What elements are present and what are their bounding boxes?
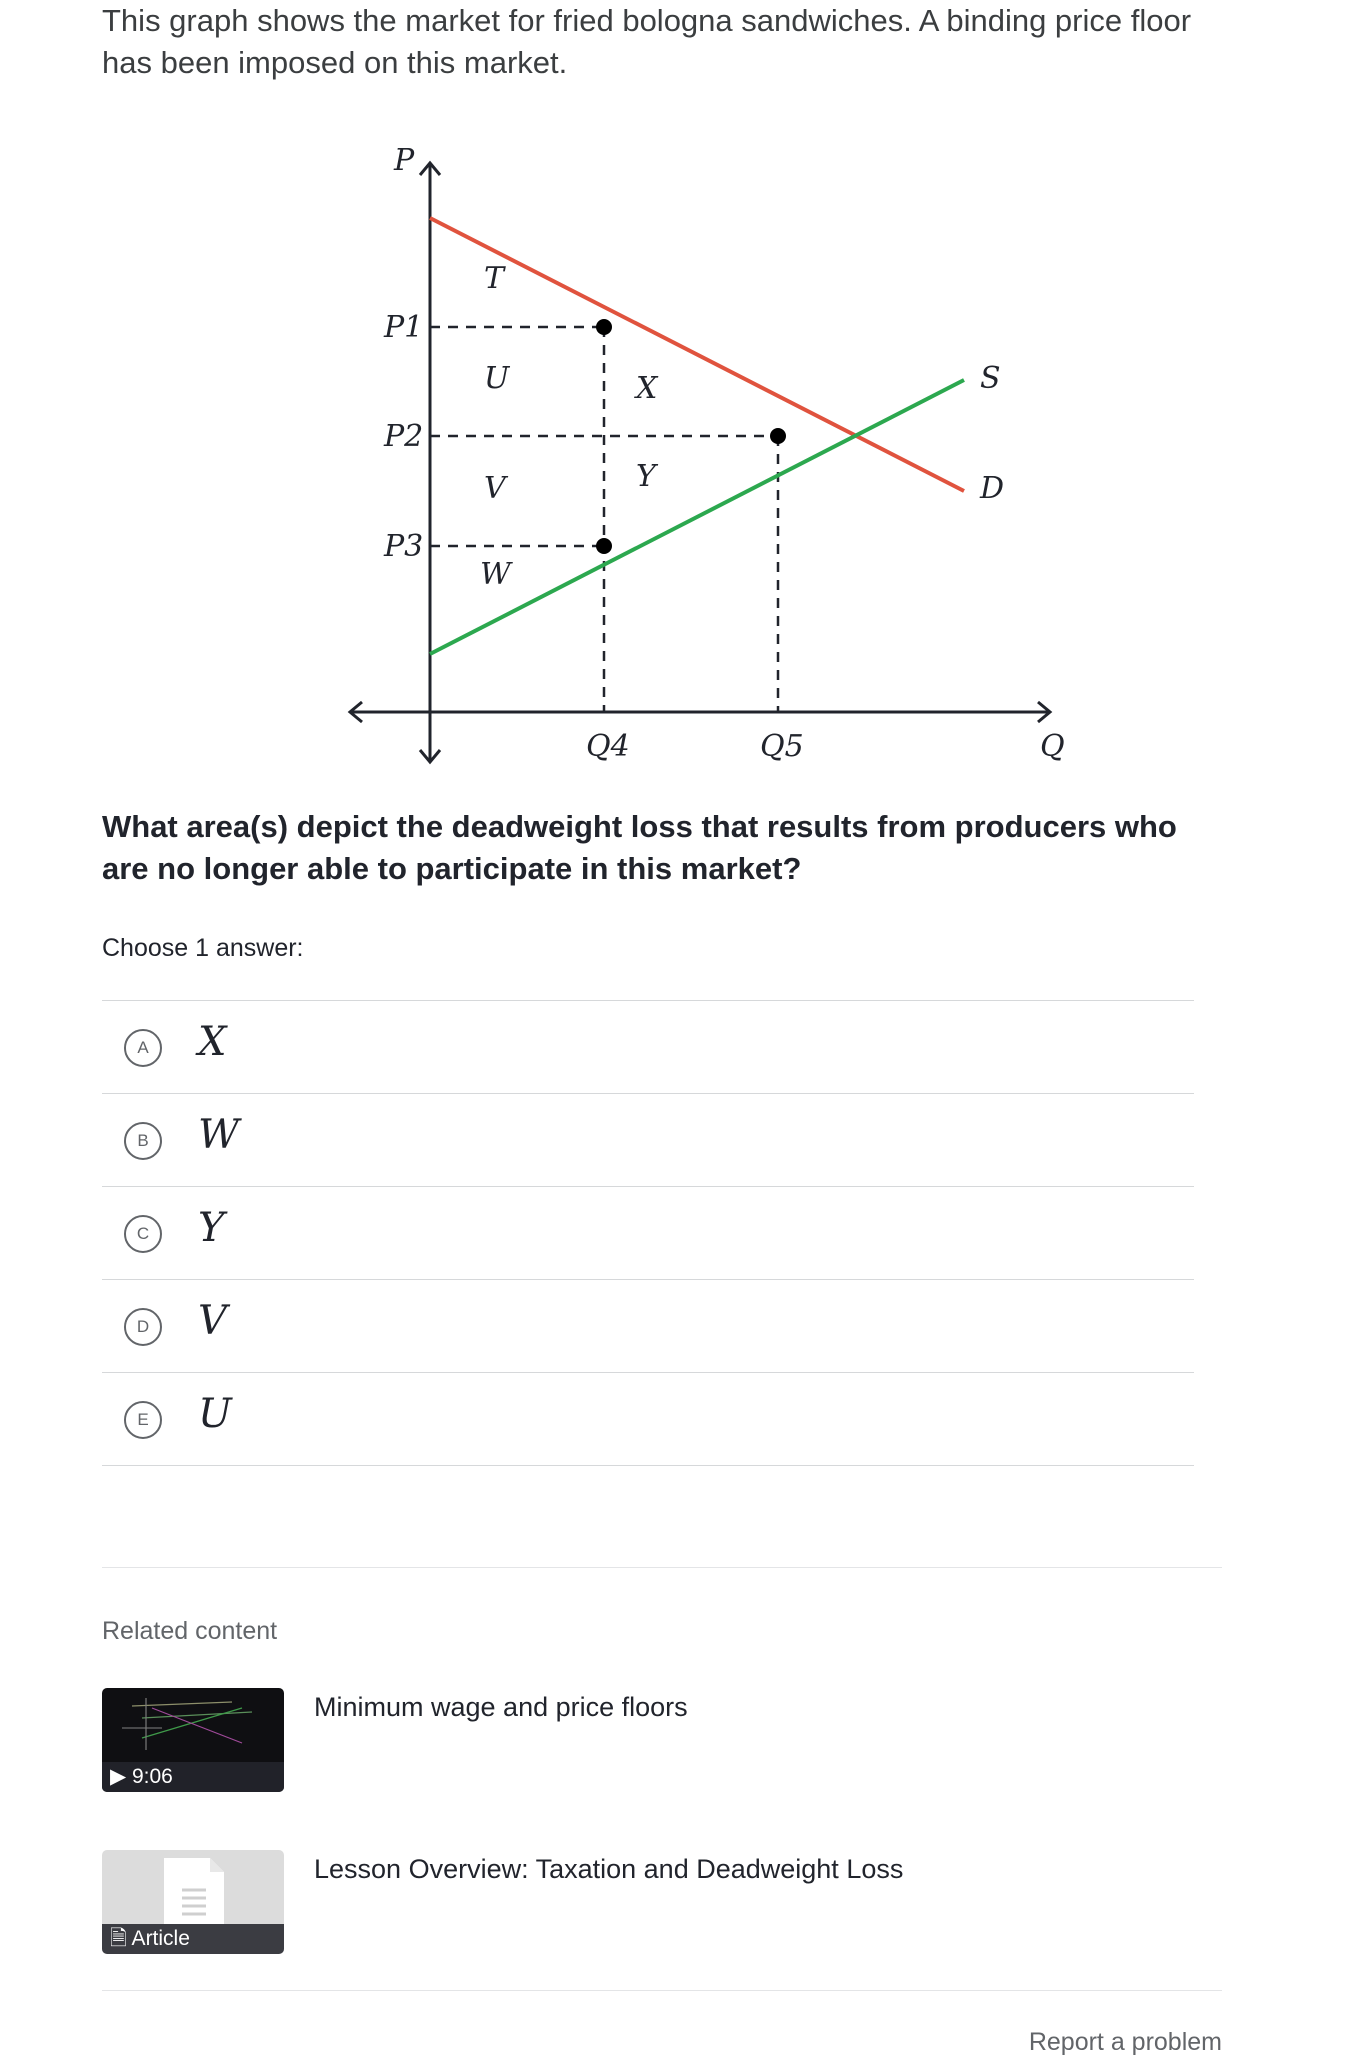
label-q4: Q4	[586, 729, 630, 764]
area-x: X	[636, 371, 658, 406]
choice-b-letter: B	[124, 1122, 162, 1160]
related-item-article-title[interactable]: Lesson Overview: Taxation and Deadweight Loss	[314, 1854, 904, 1884]
related-item-video[interactable]	[102, 1688, 1222, 1798]
price-floor-demand-point	[596, 319, 612, 335]
related-item-video-title[interactable]: Minimum wage and price floors	[314, 1692, 688, 1722]
equilibrium-point	[770, 428, 786, 444]
choice-e-letter: E	[124, 1401, 162, 1439]
choice-a-letter: A	[124, 1029, 162, 1067]
demand-curve	[430, 218, 964, 491]
market-graph	[330, 130, 1090, 770]
supply-curve	[430, 380, 964, 654]
report-problem-link[interactable]: Report a problem	[1028, 2028, 1222, 2056]
area-w: W	[480, 557, 511, 592]
answer-choices	[102, 1000, 1194, 1466]
label-d: D	[980, 471, 1005, 506]
section-divider	[102, 1567, 1222, 1568]
choice-d[interactable]	[102, 1280, 1194, 1373]
choice-e[interactable]	[102, 1373, 1194, 1466]
document-icon	[102, 1850, 284, 1924]
choice-c-letter: C	[124, 1215, 162, 1253]
related-item-article[interactable]	[102, 1850, 1222, 1960]
axis-label-q: Q	[1040, 729, 1065, 764]
label-s: S	[980, 361, 1001, 396]
axis-label-p: P	[394, 143, 415, 178]
label-p1: P1	[384, 310, 424, 345]
choice-d-value: V	[198, 1298, 227, 1344]
choose-label: Choose 1 answer:	[102, 934, 304, 962]
video-thumbnail[interactable]	[102, 1688, 284, 1792]
label-p3: P3	[384, 529, 424, 564]
price-floor-supply-point	[596, 538, 612, 554]
related-content-heading: Related content	[102, 1617, 278, 1645]
intro-text: This graph shows the market for fried bologna sandwiches. A binding price floor has been imposed on this market.	[102, 3, 1192, 80]
area-t: T	[484, 261, 505, 296]
choice-b-value: W	[198, 1112, 240, 1158]
area-y: Y	[636, 459, 656, 494]
footer-divider	[102, 1990, 1222, 1991]
choice-b[interactable]	[102, 1094, 1194, 1187]
choice-a[interactable]	[102, 1001, 1194, 1094]
area-u: U	[484, 361, 510, 396]
label-q5: Q5	[760, 729, 804, 764]
choice-d-letter: D	[124, 1308, 162, 1346]
video-duration-badge: ▶ 9:06	[102, 1762, 284, 1792]
article-thumbnail[interactable]	[102, 1850, 284, 1954]
choice-a-value: X	[198, 1019, 227, 1065]
label-p2: P2	[384, 419, 424, 454]
area-v: V	[484, 471, 506, 506]
choice-e-value: U	[198, 1391, 232, 1437]
question-text: What area(s) depict the deadweight loss that results from producers who are no longer able to participate in this market?	[102, 809, 1177, 886]
choice-c[interactable]	[102, 1187, 1194, 1280]
video-preview-icon	[102, 1688, 284, 1762]
choice-c-value: Y	[198, 1205, 225, 1251]
article-badge: 🗎 Article	[102, 1924, 284, 1954]
